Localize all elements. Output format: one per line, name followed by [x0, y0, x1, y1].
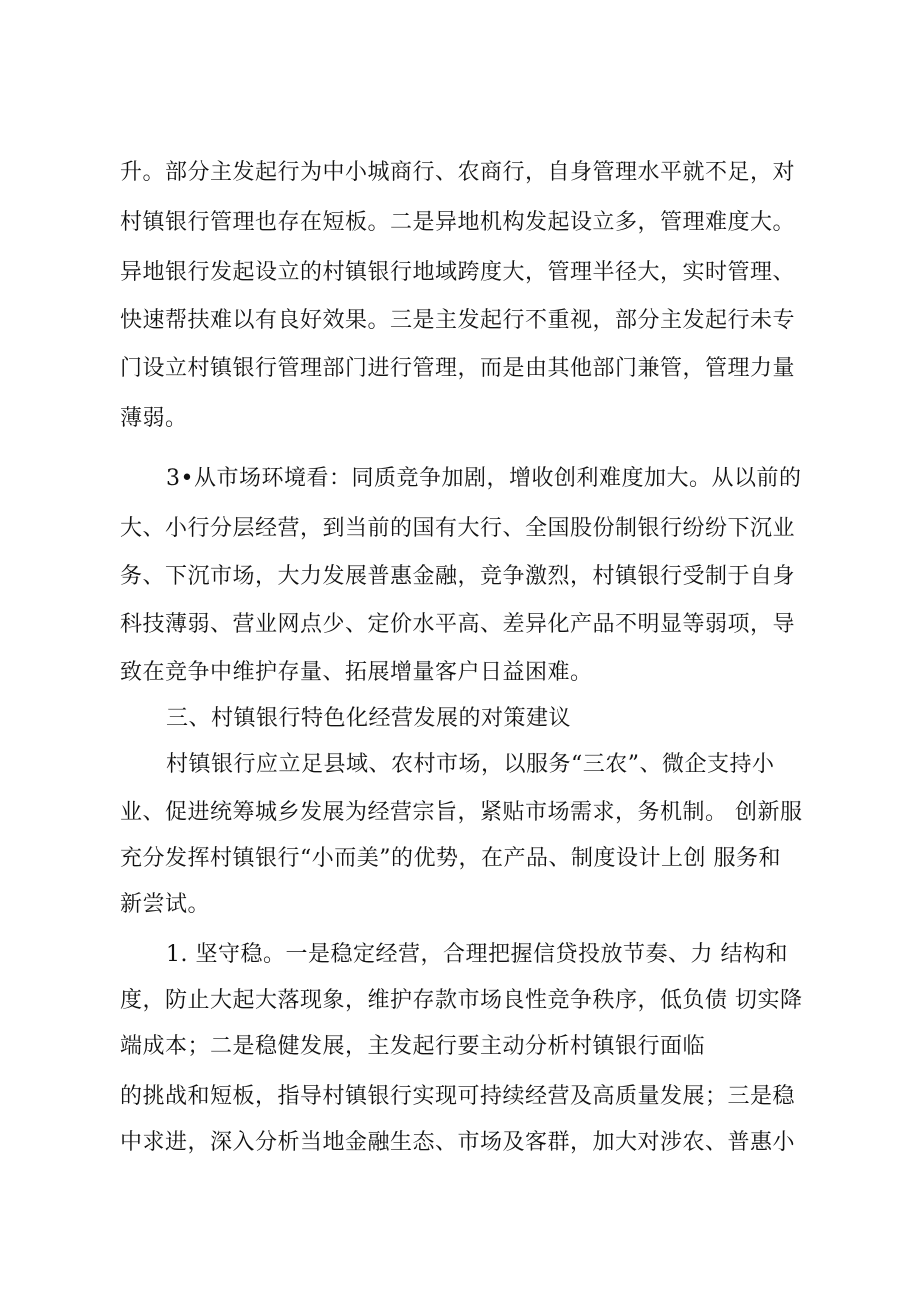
text-line: 快速帮扶难以有良好效果。三是主发起行不重视，部分主发起行未专: [120, 308, 796, 333]
text-line: 薄弱。: [120, 406, 188, 431]
text-line: 充分发挥村镇银行“小而美”的优势，在产品、制度设计上创 服务和: [120, 846, 781, 871]
text-line: 的挑战和短板，指导村镇银行实现可持续经营及高质量发展；三是稳: [120, 1084, 796, 1109]
text-line: 中求进，深入分析当地金融生态、市场及客群，加大对涉农、普惠小: [120, 1130, 796, 1155]
text-line: 1. 坚守稳。一是稳定经营，合理把握信贷投放节奏、力 结构和: [166, 942, 788, 967]
text-line: 升。部分主发起行为中小城商行、农商行，自身管理水平就不足，对: [120, 160, 796, 185]
text-line: 致在竞争中维护存量、拓展增量客户日益困难。: [120, 660, 593, 685]
text-line: 端成本；二是稳健发展，主发起行要主动分析村镇银行面临: [120, 1034, 706, 1059]
text-line: 异地银行发起设立的村镇银行地域跨度大，管理半径大，实时管理、: [120, 260, 796, 285]
text-line: 务、下沉市场，大力发展普惠金融，竞争激烈，村镇银行受制于自身: [120, 564, 796, 589]
text-line: 3•从市场环境看：同质竞争加剧，增收创利难度加大。从以前的: [166, 466, 802, 491]
section-heading: 三、村镇银行特色化经营发展的对策建议: [166, 706, 572, 731]
text-line: 业、促进统筹城乡发展为经营宗旨，紧贴市场需求，务机制。 创新服: [120, 800, 803, 825]
text-line: 村镇银行应立足县域、农村市场，以服务“三农”、微企支持小: [166, 752, 775, 777]
text-line: 科技薄弱、营业网点少、定价水平高、差异化产品不明显等弱项，导: [120, 612, 796, 637]
text-line: 新尝试。: [120, 892, 211, 917]
text-line: 村镇银行管理也存在短板。二是异地机构发起设立多，管理难度大。: [120, 210, 796, 235]
text-line: 门设立村镇银行管理部门进行管理，而是由其他部门兼管，管理力量: [120, 356, 796, 381]
text-line: 大、小行分层经营，到当前的国有大行、全国股份制银行纷纷下沉业: [120, 516, 796, 541]
text-line: 度，防止大起大落现象，维护存款市场良性竞争秩序，低负债 切实降: [120, 988, 803, 1013]
